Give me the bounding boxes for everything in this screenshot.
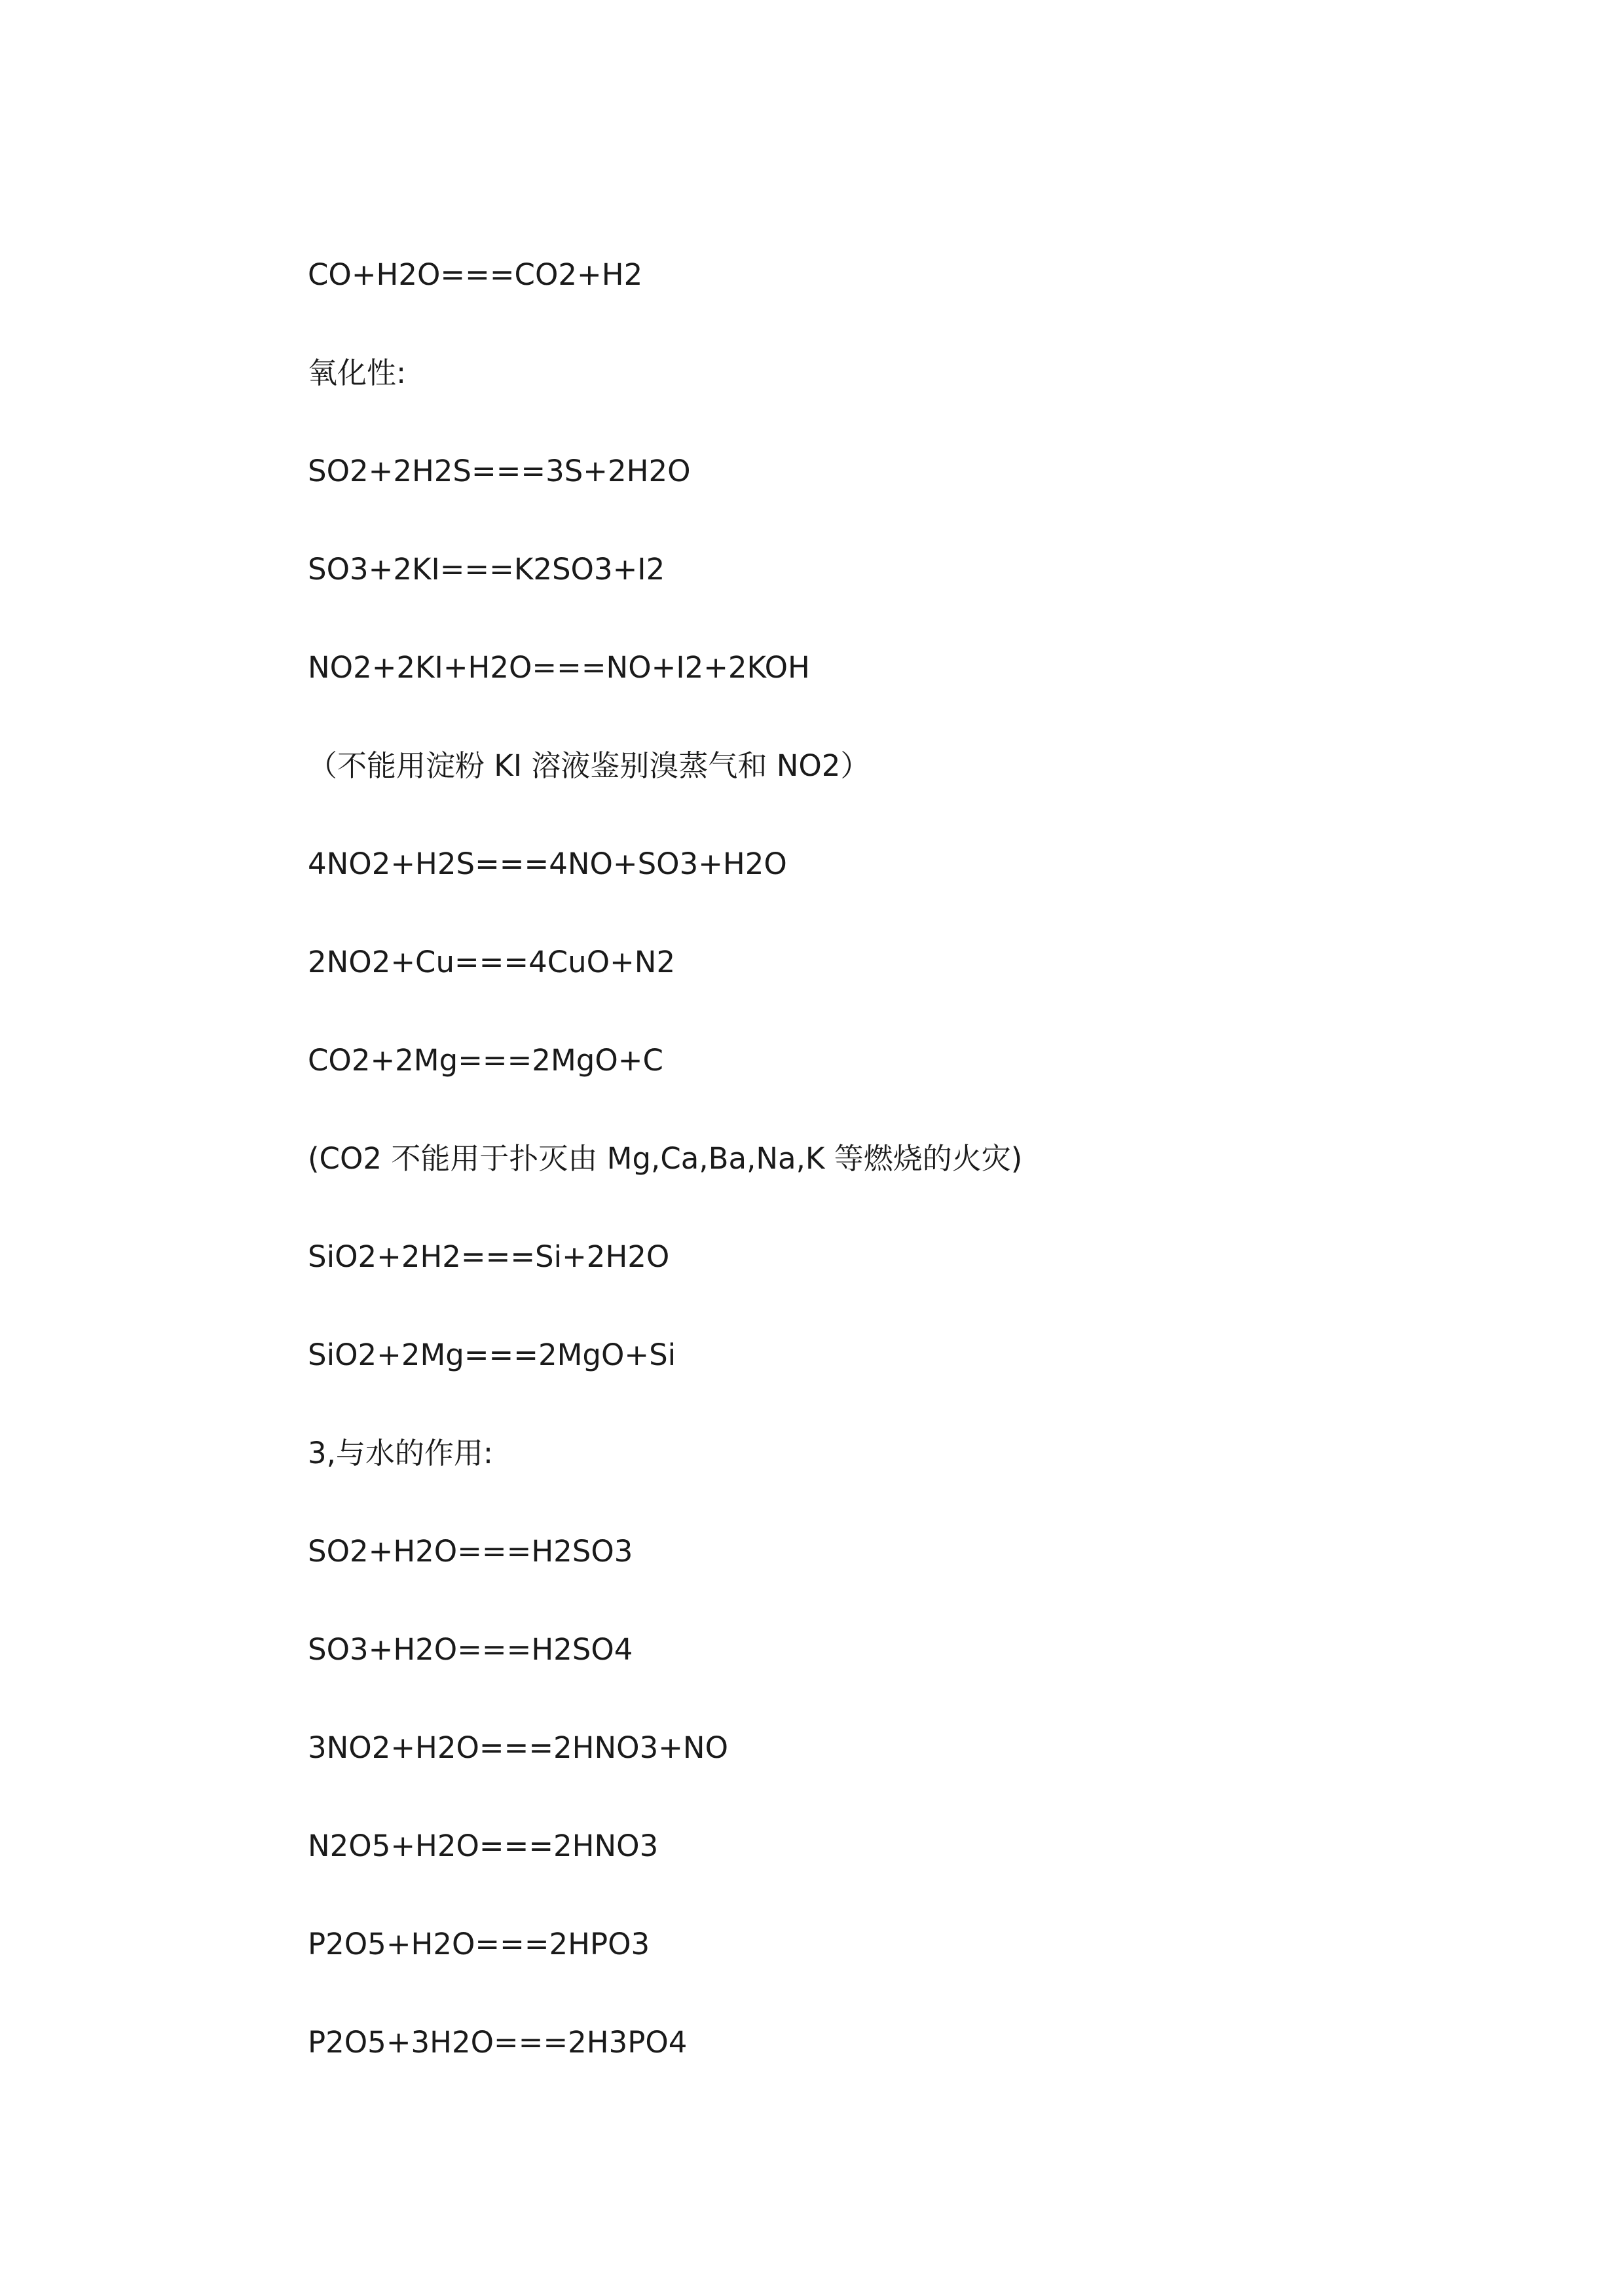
equation-line: CO+H2O===CO2+H2 [308,257,643,292]
section-heading-oxidizing: 氧化性: [308,355,407,390]
equation-line: SO2+H2O===H2SO3 [308,1534,633,1569]
section-heading-water: 3,与水的作用: [308,1436,494,1470]
equation-line: SiO2+2H2===Si+2H2O [308,1239,670,1274]
note-line: （不能用淀粉 KI 溶液鉴别溴蒸气和 NO2） [308,748,870,783]
equation-line: 2NO2+Cu===4CuO+N2 [308,945,676,979]
equation-line: NO2+2KI+H2O===NO+I2+2KOH [308,650,810,685]
equation-line: SO3+2KI===K2SO3+I2 [308,552,665,587]
equation-line: SO2+2H2S===3S+2H2O [308,454,691,488]
equation-line: CO2+2Mg===2MgO+C [308,1043,663,1078]
equation-line: SO3+H2O===H2SO4 [308,1632,633,1667]
equation-line: SiO2+2Mg===2MgO+Si [308,1338,676,1372]
equation-line: 4NO2+H2S===4NO+SO3+H2O [308,847,787,881]
equation-line: N2O5+H2O===2HNO3 [308,1829,659,1863]
equation-line: P2O5+H2O===2HPO3 [308,1927,650,1961]
equation-line: 3NO2+H2O===2HNO3+NO [308,1730,729,1765]
equation-line: P2O5+3H2O===2H3PO4 [308,2025,688,2060]
note-line: (CO2 不能用于扑灭由 Mg,Ca,Ba,Na,K 等燃烧的火灾) [308,1141,1023,1176]
